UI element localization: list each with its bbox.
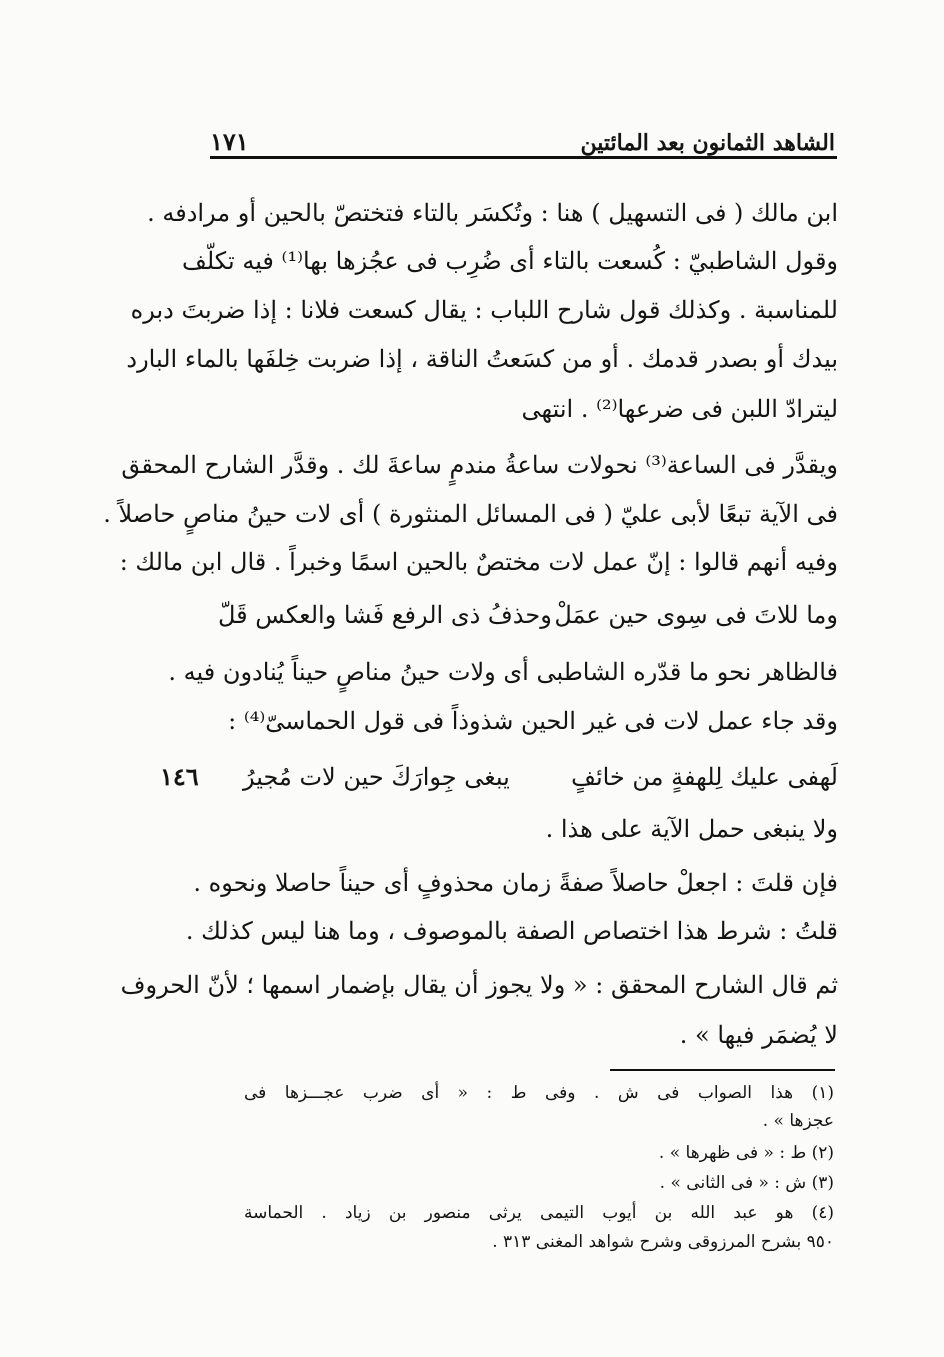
header-title: الشاهد الثمانون بعد المائتين	[580, 130, 835, 156]
verse-line	[243, 760, 838, 794]
footnote-line: عجزها » .	[762, 1111, 834, 1131]
text-line: وقول الشاطبيّ : كُسعت بالتاء أى ضُرِب فى عجُزها بها⁽¹⁾ فيه تكلّف	[181, 247, 838, 275]
text-line: ليترادّ اللبن فى ضرعها⁽²⁾ . انتهى	[521, 395, 838, 423]
verse-hemistich: يبغى جِوارَكَ حين لات مُجيرُ	[243, 763, 510, 791]
text-line: فالظاهر نحو ما قدّره الشاطبى أى ولات حينُ مناصٍ حيناً يُنادون فيه .	[168, 658, 838, 686]
text-line: ولا ينبغى حمل الآية على هذا .	[545, 815, 838, 843]
header-rule	[210, 156, 837, 159]
verse-hemistich: لَهفى عليك لِلهفةٍ من خائفٍ	[571, 763, 838, 791]
text-line: وفيه أنهم قالوا : إنّ عمل لات مختصٌ بالحين اسمًا وخبراً . قال ابن مالك :	[119, 548, 838, 576]
verse-hemistich: وحذفُ ذى الرفع فَشا والعكس قَلّ	[218, 601, 552, 629]
verse-hemistich: وما للاتَ فى سِوى حين عمَلْ	[554, 601, 838, 629]
text-line: وقد جاء عمل لات فى غير الحين شذوذاً فى قول الحماسىّ⁽⁴⁾ :	[228, 707, 838, 735]
margin-number: ١٤٦	[160, 762, 199, 791]
text-line: ابن مالك ( فى التسهيل ) هنا : وتُكسَر بالتاء فتختصّ بالحين أو مرادفه .	[147, 199, 838, 227]
text-line: للمناسبة . وكذلك قول شارح اللباب : يقال كسعت فلانا : إذا ضربتَ دبره	[130, 296, 838, 324]
footnote-line: (٢) ط : « فى ظهرها » .	[658, 1143, 834, 1163]
text-line: لا يُضمَر فيها » .	[679, 1021, 838, 1049]
footnote-rule	[610, 1069, 835, 1071]
verse-line	[218, 598, 838, 632]
text-line: فى الآية تبعًا لأبى عليّ ( فى المسائل المنثورة ) أى لات حينُ مناصٍ حاصلاً .	[103, 500, 838, 528]
page-number: ١٧١	[210, 127, 249, 156]
footnote-line: (١) هذا الصواب فى ش . وفى ط : « أى ضرب عجـــزها فى	[244, 1083, 834, 1103]
footnote-line: (٣) ش : « فى الثانى » .	[659, 1173, 834, 1193]
text-line: فإن قلتَ : اجعلْ حاصلاً صفةً زمان محذوفٍ أى حيناً حاصلا ونحوه .	[193, 869, 838, 897]
text-line: قلتُ : شرط هذا اختصاص الصفة بالموصوف ، وما هنا ليس كذلك .	[185, 917, 838, 945]
text-line: ثم قال الشارح المحقق : « ولا يجوز أن يقال بإضمار اسمها ؛ لأنّ الحروف	[120, 971, 838, 999]
text-line: ويقدَّر فى الساعة⁽³⁾ نحولات ساعةُ مندمٍ ساعةَ لك . وقدَّر الشارح المحقق	[121, 451, 838, 479]
footnote-line: ٩٥٠ بشرح المرزوقى وشرح شواهد المغنى ٣١٣ .	[492, 1232, 834, 1252]
text-line: بيدك أو بصدر قدمك . أو من كسَعتُ الناقة ، إذا ضربت خِلفَها بالماء البارد	[126, 345, 838, 373]
footnote-line: (٤) هو عبد الله بن أيوب التيمى يرثى منصور بن زياد . الحماسة	[244, 1203, 834, 1223]
running-header	[210, 122, 835, 156]
